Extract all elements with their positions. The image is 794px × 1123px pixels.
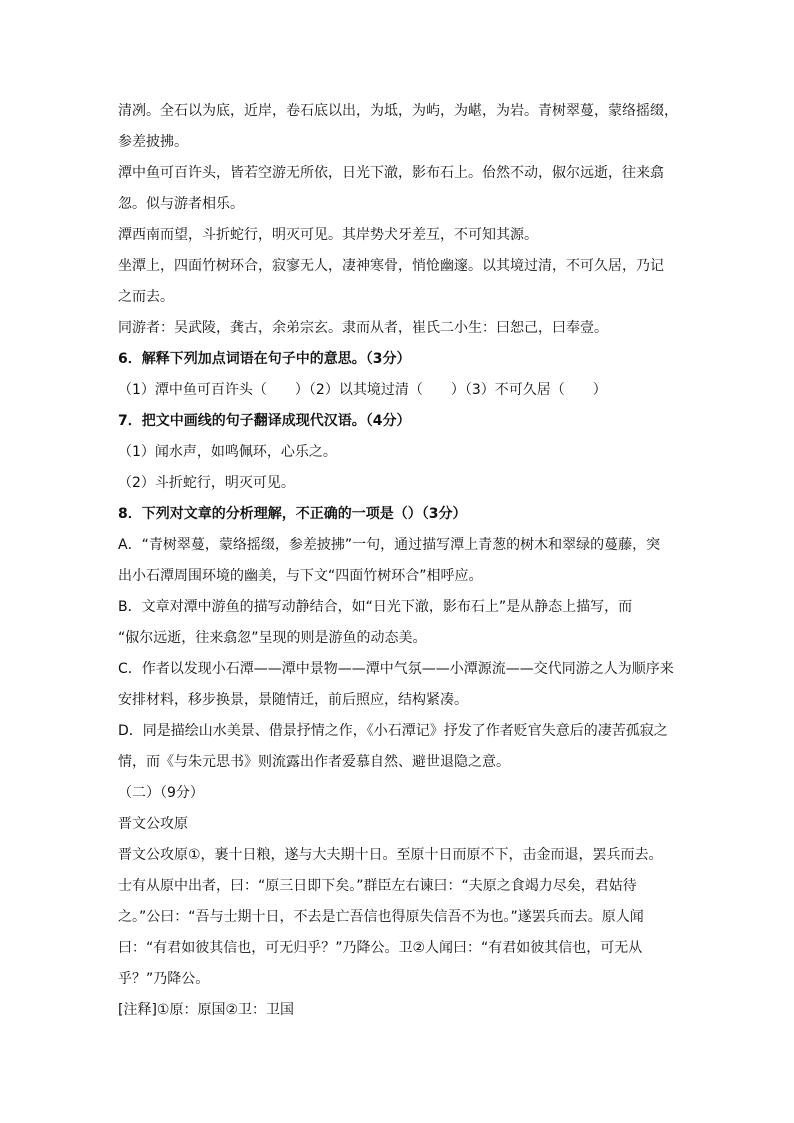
- passage-line: 同游者：吴武陵，龚古，余弟宗玄。隶而从者，崔氏二小生：曰恕己，曰奉壹。: [118, 320, 608, 336]
- option-a-line: 出小石潭周围环境的幽美，与下文“四面竹树环合”相呼应。: [118, 568, 483, 584]
- option-d-line: 情，而《与朱元思书》则流露出作者爱慕自然、避世退隐之意。: [118, 754, 510, 770]
- option-b-line: “俶尔远逝，往来翕忽”呈现的则是游鱼的动态美。: [118, 630, 427, 646]
- question-8-heading: 8．下列对文章的分析理解，不正确的一项是（）（3分）: [118, 506, 467, 522]
- document-page: [118, 96, 684, 1026]
- option-b-line: B．文章对潭中游鱼的描写动静结合，如“日光下澈，影布石上”是从静态上描写，而: [118, 599, 633, 615]
- passage-line: 士有从原中出者，曰：“原三日即下矣。”群臣左右谏曰：“夫原之食竭力尽矣，君姑待: [118, 878, 637, 894]
- option-c-line: C．作者以发现小石潭——潭中景物——潭中气氛——小潭源流——交代同游之人为顺序来: [118, 661, 674, 677]
- option-c-line: 安排材料，移步换景，景随情迁，前后照应，结构紧凑。: [118, 692, 468, 708]
- passage-line: 清冽。全石以为底，近岸，卷石底以出，为坻，为屿，为嵁，为岩。青树翠蔓，蒙络摇缀，: [118, 103, 678, 119]
- section-heading: （二）（9分）: [118, 785, 204, 801]
- passage-line: 乎？”乃降公。: [118, 971, 210, 987]
- question-7-heading: 7．把文中画线的句子翻译成现代汉语。（4分）: [118, 413, 411, 429]
- question-7-item: （2）斗折蛇行，明灭可见。: [118, 475, 295, 491]
- question-6-items: （1）潭中鱼可百许头（ ）（2）以其境过清（ ）（3）不可久居（ ）: [118, 382, 607, 398]
- passage-line: 潭西南而望，斗折蛇行，明灭可见。其岸势犬牙差互，不可知其源。: [118, 227, 538, 243]
- passage-line: 坐潭上，四面竹树环合，寂寥无人，凄神寒骨，悄怆幽邃。以其境过清，不可久居，乃记: [118, 258, 664, 274]
- passage-line: 之。”公曰：“吾与士期十日，不去是亡吾信也得原失信吾不为也。”遂罢兵而去。原人闻: [118, 909, 644, 925]
- passage-line: 曰：“有君如彼其信也，可无归乎？”乃降公。卫②人闻曰：“有君如彼其信也，可无从: [118, 940, 643, 956]
- passage-line: 参差披拂。: [118, 134, 188, 150]
- passage-line: 潭中鱼可百许头，皆若空游无所依，日光下澈，影布石上。佁然不动，俶尔远逝，往来翕: [118, 165, 664, 181]
- passage-title: 晋文公攻原: [118, 816, 188, 832]
- footnote: [注释]①原：原国②卫：卫国: [118, 1002, 295, 1018]
- option-d-line: D．同是描绘山水美景、借景抒情之作，《小石潭记》抒发了作者贬官失意后的凄苦孤寂之: [118, 723, 668, 739]
- passage-line: 忽。似与游者相乐。: [118, 196, 244, 212]
- option-a-line: A．“青树翠蔓，蒙络摇缀，参差披拂”一句，通过描写潭上青葱的树木和翠绿的蔓藤，突: [118, 537, 661, 553]
- passage-line: 之而去。: [118, 289, 174, 305]
- passage-line: 晋文公攻原①，裹十日粮，遂与大夫期十日。至原十日而原不下，击金而退，罢兵而去。: [118, 847, 663, 863]
- question-7-item: （1）闻水声，如鸣佩环，心乐之。: [118, 444, 337, 460]
- question-6-heading: 6．解释下列加点词语在句子中的意思。（3分）: [118, 351, 411, 367]
